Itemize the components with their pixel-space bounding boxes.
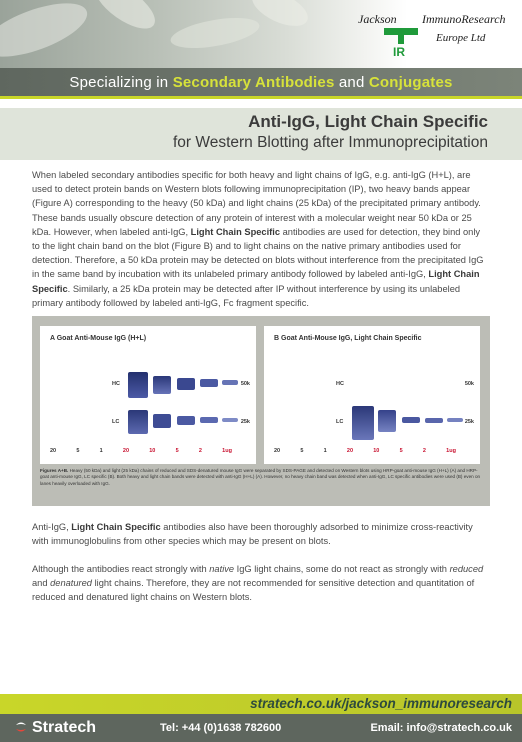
lane-label: 20 (346, 448, 354, 454)
tagline-band (0, 68, 522, 96)
lane-label: 5 (175, 448, 179, 454)
lane-label: 20 (50, 448, 57, 454)
tagline-and: and (334, 73, 369, 91)
figure-caption (40, 468, 484, 487)
lc-band (352, 406, 374, 440)
lane-labels-a (50, 448, 232, 454)
para3-italic-denatured: denatured (50, 578, 92, 589)
western-blot-figure (32, 316, 490, 506)
lc-band (177, 416, 195, 425)
decorative-bacteria-shape (88, 0, 163, 37)
title-box (0, 108, 522, 160)
tagline-highlight-secondary: Secondary Antibodies (172, 73, 335, 91)
para3-italic-reduced: reduced (449, 564, 484, 574)
hc-band (177, 378, 195, 390)
mw-25k-label: 25k (240, 419, 250, 425)
hc-band (153, 376, 171, 394)
lane-label: 10 (373, 448, 380, 454)
lane-labels-b (274, 448, 456, 454)
lane-label: 1 (323, 448, 327, 454)
blot-panel-b (264, 326, 480, 464)
panel-b-title: B Goat Anti-Mouse IgG, Light Chain Specific (274, 335, 422, 342)
url-bar (0, 694, 522, 714)
mw-50k-label: 50k (464, 381, 474, 387)
page-title: Anti-IgG, Light Chain Specific (248, 112, 488, 131)
tagline-text (69, 74, 452, 91)
lc-band (378, 410, 396, 432)
accent-divider (0, 96, 522, 99)
header-banner (0, 0, 522, 68)
para3-text-3: and (32, 578, 51, 589)
lane-label: 5 (399, 448, 403, 454)
para2-text-1: Anti-IgG, (32, 522, 72, 532)
lane-label: 2 (198, 448, 202, 454)
intro-bold-1: Light Chain Specific (190, 226, 281, 237)
mw-25k-label: 25k (464, 419, 474, 425)
lc-band (447, 418, 463, 422)
lane-label: 1ug (446, 448, 456, 454)
para2-bold: Light Chain Specific (71, 522, 161, 532)
lc-band (153, 414, 171, 428)
logo-jackson-text: Jackson (358, 12, 397, 26)
jackson-immunoresearch-logo (358, 8, 508, 64)
hc-label: HC (336, 381, 344, 387)
lc-band (128, 410, 148, 434)
stratech-swirl-icon (14, 720, 28, 734)
website-link[interactable]: stratech.co.uk/jackson_immunoresearch (250, 696, 512, 711)
intro-paragraph (32, 168, 490, 310)
adsorption-paragraph (32, 520, 490, 548)
lc-label: LC (336, 419, 344, 425)
decorative-bacteria-shape (0, 0, 94, 68)
hc-band (128, 372, 148, 398)
intro-text-3: . Similarly, a 25 kDa protein may be detected after IP without interference by using its unlabeled primary antibody followed by labeled anti-IgG, Fc fragment specific. (32, 283, 461, 308)
lane-label: 10 (149, 448, 156, 454)
footer-bar (0, 714, 522, 742)
page-subtitle: for Western Blotting after Immunoprecipitation (172, 134, 488, 151)
intro-text-2: antibodies are used for detection, they bind only to the light chain band on the blot (Figure B) and to light chains on the native primary antibodies used for detection. Therefore, a 50 kDa protein may be detected on blots without interference from the precipitated IgG in the same band by incubation with its unlabeled primary antibody followed by labeled anti-IgG, (32, 226, 484, 280)
lane-label: 20 (274, 448, 281, 454)
para3-text-2: IgG light chains, some do not react as strongly with (234, 564, 450, 574)
email-link[interactable]: Email: info@stratech.co.uk (370, 722, 512, 734)
lc-band (402, 417, 420, 423)
logo-immuno-text: ImmunoResearch (422, 12, 506, 26)
caption-text: Heavy (50 kDa) and light (25 kDa) chains of reduced and SDS-denatured mouse IgG were separated by SDS-PAGE and detected on Western blots using HRP-goat anti-mouse IgG (H+L) (A) and HRP-goat anti-mouse IgG, LC specific (B). Both heavy and light chain bands were detected with anti-IgG (H+L) (A). However, no heavy chain band was detected when anti-IgG, LC specific antibodies were used (B) even on lanes heavily overloaded with IgG. (40, 468, 481, 486)
lc-label: LC (112, 419, 120, 425)
hc-band (200, 379, 218, 387)
lane-label: 5 (300, 448, 304, 454)
para2-text-2: antibodies also have been thoroughly adsorbed to minimize cross-reactivity with immunoglobulins from other species which may be present on blots. (32, 522, 473, 547)
limitations-paragraph (32, 562, 490, 605)
lane-label: 2 (422, 448, 426, 454)
mw-50k-label: 50k (240, 381, 250, 387)
logo-europe-text: Europe Ltd (436, 32, 486, 44)
hc-label: HC (112, 381, 120, 387)
lane-label: 1ug (222, 448, 232, 454)
intro-text-1: When labeled secondary antibodies specific for both heavy and light chains of IgG, e.g. anti-IgG (H+L), are used to detect protein bands on Western blots following immunoprecipitation (IP), two heavy bands appear (Figure A) corresponding to the heavy (50 kDa) and light chains (25 kDa) of the precipitated primary antibody. These bands usually obscure detection of any protein of interest with a molecular weight near 50 kDa or 25 kDa. However, when labeled anti-IgG, (32, 170, 481, 237)
lane-label: 1 (99, 448, 103, 454)
para3-text-4: light chains. Therefore, they are not recommended for sensitive detection and quantitation of reduced and denatured light chains on Western blots. (32, 578, 475, 603)
tagline-prefix: Specializing in (69, 73, 173, 91)
caption-label: Figures A+B. (40, 468, 69, 473)
intro-bold-2: Light Chain Specific (32, 269, 480, 294)
brand-name: Stratech (32, 719, 97, 736)
lane-label: 5 (76, 448, 80, 454)
tagline-highlight-conjugates: Conjugates (368, 73, 453, 91)
lc-band (425, 418, 443, 423)
logo-ir-mark: IR (393, 45, 405, 58)
panel-a-title: A Goat Anti-Mouse IgG (H+L) (50, 335, 147, 342)
para3-text-1: Although the antibodies react strongly with (32, 564, 210, 574)
lane-label: 20 (122, 448, 130, 454)
blot-panel-a (40, 326, 256, 464)
stratech-logo (14, 719, 96, 737)
ir-logo-icon (384, 28, 418, 58)
hc-band (222, 380, 238, 385)
para3-italic-native: native (209, 564, 235, 574)
lc-band (222, 418, 238, 422)
lc-band (200, 417, 218, 423)
decorative-bacteria-shape (168, 12, 261, 53)
telephone-text: Tel: +44 (0)1638 782600 (160, 722, 282, 734)
